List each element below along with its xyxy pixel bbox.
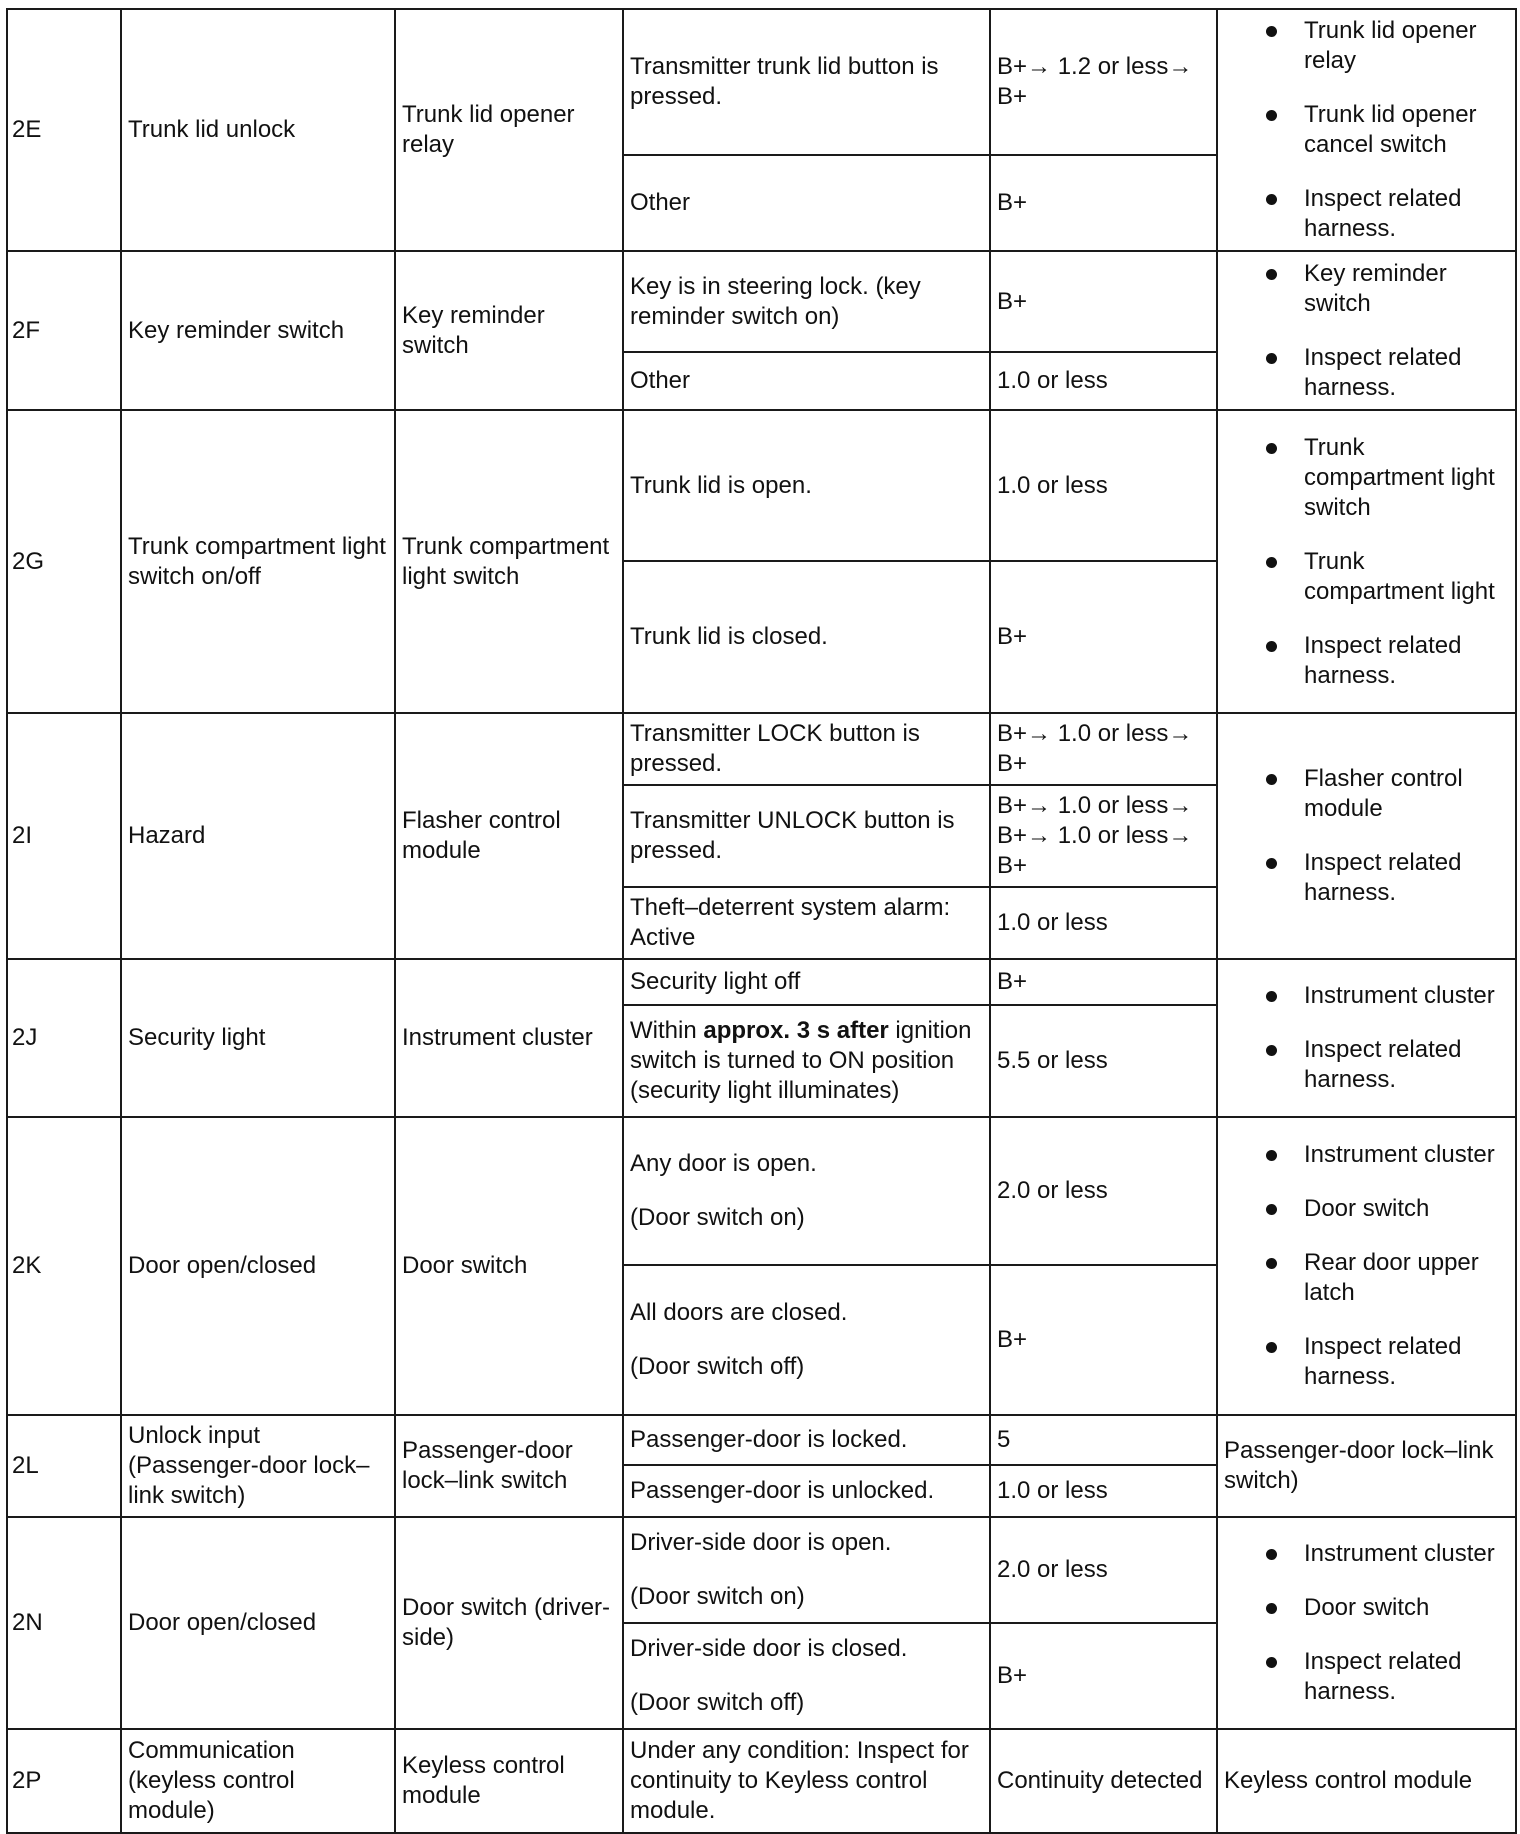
input-output-cell: Trunk compartment light switch on/off [121,410,395,713]
table-row [7,713,1516,785]
inspection-cell [1217,959,1516,1117]
condition-cell: Transmitter LOCK button is pressed. [623,713,990,785]
inspection-item: Trunk lid opener cancel switch [1224,100,1509,160]
inspection-cell: Keyless control module [1217,1729,1516,1833]
connected-to-cell: Keyless control module [395,1729,623,1833]
condition-note: (Door switch off) [630,1689,805,1716]
terminal-cell: 2J [7,959,121,1117]
connected-to-cell: Door switch (driver-side) [395,1517,623,1729]
voltage-cell: B+ [990,251,1217,352]
condition-cell: Security light off [623,959,990,1005]
connected-to-cell: Key reminder switch [395,251,623,410]
condition-note: (Door switch off) [630,1353,805,1380]
inspection-list [1224,433,1509,691]
inspection-cell [1217,1117,1516,1415]
voltage-cell: 2.0 or less [990,1517,1217,1623]
connected-to-cell: Passenger-door lock–link switch [395,1415,623,1517]
input-output-cell: Unlock input (Passenger-door lock–link switch) [121,1415,395,1517]
inspection-item: Inspect related harness. [1224,848,1509,908]
voltage-cell: B+ [990,561,1217,713]
voltage-cell: B+→ 1.0 or less→ B+ [990,713,1217,785]
inspection-list [1224,981,1509,1095]
terminal-cell: 2P [7,1729,121,1833]
condition-text: Any door is open. [630,1150,817,1177]
voltage-cell: B+→ 1.0 or less→ B+→ 1.0 or less→ B+ [990,785,1217,887]
terminal-cell: 2K [7,1117,121,1415]
input-output-cell: Security light [121,959,395,1117]
condition-cell: Trunk lid is closed. [623,561,990,713]
condition-text: All doors are closed. [630,1299,848,1326]
connected-to-cell: Trunk compartment light switch [395,410,623,713]
condition-cell: Passenger-door is locked. [623,1415,990,1465]
inspection-item: Key reminder switch [1224,259,1509,319]
condition-text: Driver-side door is open. [630,1529,892,1556]
condition-text: Driver-side door is closed. [630,1635,908,1662]
condition-cell: Under any condition: Inspect for continuity to Keyless control module. [623,1729,990,1833]
condition-note: (Door switch on) [630,1204,805,1231]
inspection-item: Inspect related harness. [1224,1647,1509,1707]
inspection-list [1224,1539,1509,1707]
inspection-item: Inspect related harness. [1224,184,1509,244]
inspection-cell: Passenger-door lock–link switch) [1217,1415,1516,1517]
inspection-cell [1217,1517,1516,1729]
table-row [7,1517,1516,1623]
condition-note: (Door switch on) [630,1583,805,1610]
table-row [7,1729,1516,1833]
inspection-item: Flasher control module [1224,764,1509,824]
voltage-cell: 5 [990,1415,1217,1465]
inspection-item: Instrument cluster [1224,981,1509,1011]
voltage-cell: 1.0 or less [990,887,1217,959]
condition-cell: Transmitter trunk lid button is pressed. [623,9,990,155]
inspection-list [1224,259,1509,403]
voltage-cell: B+ [990,1265,1217,1415]
input-output-cell: Communication (keyless control module) [121,1729,395,1833]
terminal-cell: 2F [7,251,121,410]
inspection-item: Trunk compartment light switch [1224,433,1509,523]
inspection-item: Trunk lid opener relay [1224,16,1509,76]
input-output-cell: Hazard [121,713,395,959]
condition-text: ignition switch is turned to ON position (security light illuminates) [630,1017,972,1104]
connected-to-cell: Instrument cluster [395,959,623,1117]
voltage-cell: B+→ 1.2 or less→ B+ [990,9,1217,155]
inspection-list [1224,1140,1509,1392]
condition-cell [623,1517,990,1623]
inspection-list [1224,16,1509,244]
voltage-cell: B+ [990,959,1217,1005]
condition-cell [623,1623,990,1729]
inspection-cell [1217,251,1516,410]
connected-to-cell: Flasher control module [395,713,623,959]
terminal-cell: 2N [7,1517,121,1729]
voltage-cell: B+ [990,155,1217,251]
table-row [7,959,1516,1005]
condition-cell: Other [623,352,990,410]
voltage-cell: 5.5 or less [990,1005,1217,1117]
table-row [7,251,1516,352]
inspection-cell [1217,410,1516,713]
inspection-item: Door switch [1224,1194,1509,1224]
input-output-cell: Door open/closed [121,1117,395,1415]
inspection-cell [1217,9,1516,251]
voltage-cell: 2.0 or less [990,1117,1217,1265]
table-row [7,410,1516,561]
input-output-cell: Key reminder switch [121,251,395,410]
connected-to-cell: Trunk lid opener relay [395,9,623,251]
condition-cell: Transmitter UNLOCK button is pressed. [623,785,990,887]
connected-to-cell: Door switch [395,1117,623,1415]
inspection-item: Instrument cluster [1224,1539,1509,1569]
condition-cell [623,1117,990,1265]
inspection-item: Inspect related harness. [1224,343,1509,403]
condition-text: Within [630,1017,704,1044]
table-row [7,1117,1516,1265]
condition-emphasis: approx. 3 s [703,1017,831,1044]
terminal-cell: 2I [7,713,121,959]
voltage-cell: Continuity detected [990,1729,1217,1833]
voltage-cell: 1.0 or less [990,352,1217,410]
voltage-cell: 1.0 or less [990,1465,1217,1517]
terminal-cell: 2L [7,1415,121,1517]
inspection-item: Rear door upper latch [1224,1248,1509,1308]
terminal-cell: 2E [7,9,121,251]
voltage-cell: 1.0 or less [990,410,1217,561]
condition-emphasis: after [830,1017,889,1044]
condition-cell: Trunk lid is open. [623,410,990,561]
inspection-item: Door switch [1224,1593,1509,1623]
table-row [7,1415,1516,1465]
inspection-list [1224,764,1509,908]
condition-cell: Passenger-door is unlocked. [623,1465,990,1517]
condition-cell: Theft–deterrent system alarm: Active [623,887,990,959]
inspection-cell [1217,713,1516,959]
inspection-item: Instrument cluster [1224,1140,1509,1170]
inspection-item: Inspect related harness. [1224,1332,1509,1392]
voltage-cell: B+ [990,1623,1217,1729]
condition-cell [623,1265,990,1415]
inspection-item: Inspect related harness. [1224,631,1509,691]
condition-cell: Key is in steering lock. (key reminder switch on) [623,251,990,352]
input-output-cell: Door open/closed [121,1517,395,1729]
terminal-spec-table [6,8,1517,1834]
terminal-cell: 2G [7,410,121,713]
input-output-cell: Trunk lid unlock [121,9,395,251]
inspection-item: Trunk compartment light [1224,547,1509,607]
table-row [7,9,1516,155]
inspection-item: Inspect related harness. [1224,1035,1509,1095]
condition-cell: Other [623,155,990,251]
condition-cell [623,1005,990,1117]
